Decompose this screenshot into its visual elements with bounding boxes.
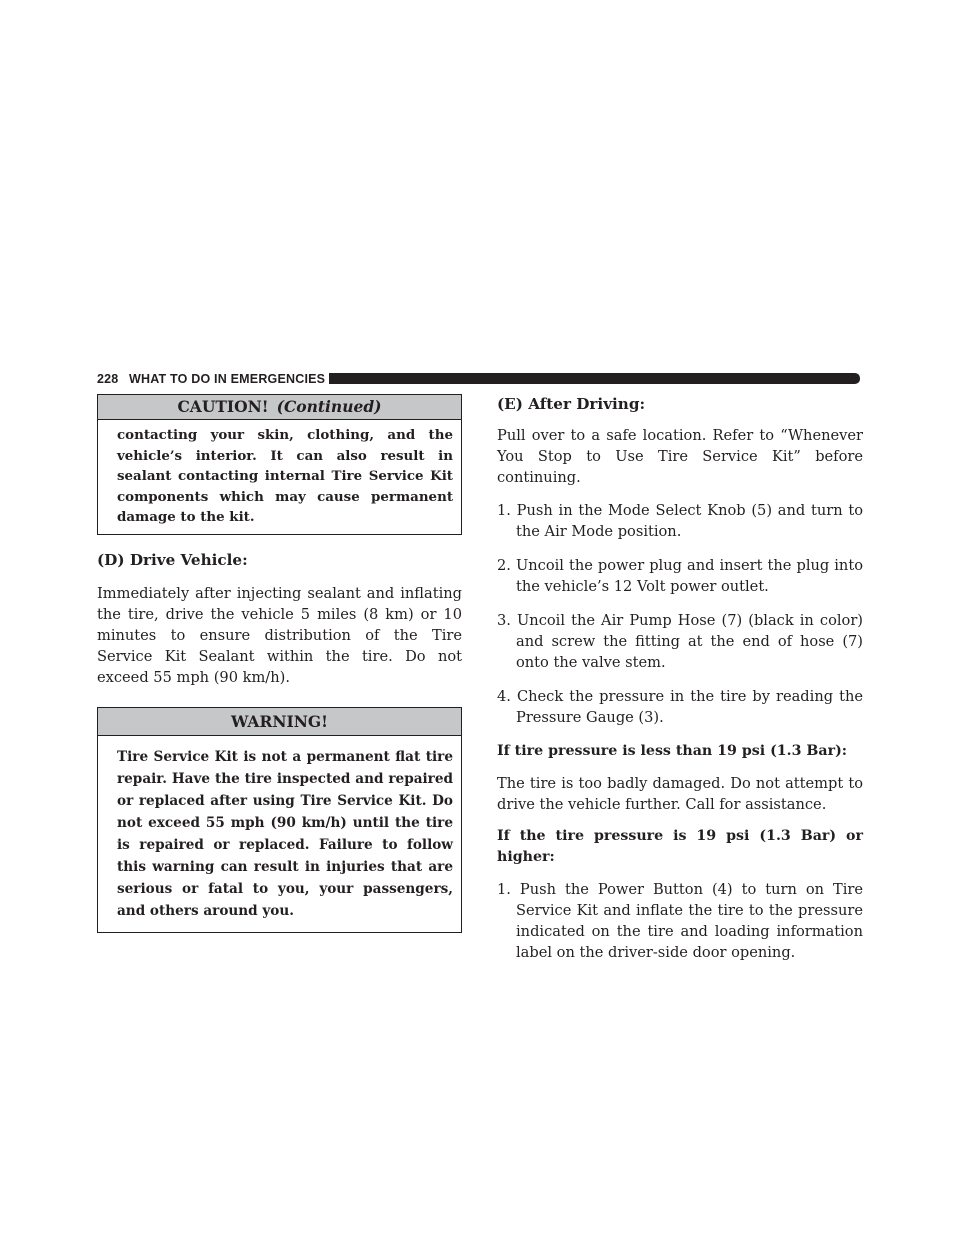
header-rule — [329, 373, 860, 384]
section-d-paragraph: Immediately after injecting sealant and inflating the tire, drive the vehicle 5 miles (8 km) or 10 minutes to ensure distribution of the Tire Service Kit Sealant within the tire. Do not exceed 55 mph (90 km/h). — [97, 584, 462, 686]
caution-header — [98, 395, 461, 420]
low-pressure-text: The tire is too badly damaged. Do not attempt to drive the vehicle further. Call for assistance. — [497, 775, 863, 813]
high-pressure-heading: If the tire pressure is 19 psi (1.3 Bar) or higher: — [497, 828, 863, 865]
section-title: WHAT TO DO IN EMERGENCIES — [129, 372, 326, 386]
right-column — [497, 394, 863, 976]
list-item: 3. Uncoil the Air Pump Hose (7) (black in color) and screw the fitting at the end of hose (7) onto the valve stem. — [497, 612, 863, 671]
after-driving-steps — [497, 500, 863, 728]
caution-text: contacting your skin, clothing, and the vehicle’s interior. It can also result in sealant contacting internal Tire Service Kit components which may cause permanent damage to the kit. — [117, 427, 453, 525]
warning-box — [97, 707, 462, 933]
section-d-heading: (D) Drive Vehicle: — [97, 550, 248, 569]
warning-header — [98, 708, 461, 736]
left-column — [97, 394, 462, 933]
warning-text: Tire Service Kit is not a permanent flat tire repair. Have the tire inspected and repaired or replaced after using Tire Service Kit. Do not exceed 55 mph (90 km/h) until the tire is repaired or replaced. Failure to follow this warning can result in injuries that are serious or fatal to you, your passengers, and others around you. — [117, 748, 453, 919]
page-header — [97, 372, 860, 386]
section-e-intro: Pull over to a safe location. Refer to “Whenever You Stop to Use Tire Service Kit” before continuing. — [497, 427, 863, 486]
list-item: 1. Push in the Mode Select Knob (5) and turn to the Air Mode position. — [497, 502, 863, 540]
list-item: 4. Check the pressure in the tire by reading the Pressure Gauge (3). — [497, 688, 863, 726]
list-item: 1. Push the Power Button (4) to turn on Tire Service Kit and inflate the tire to the pressure indicated on the tire and loading information label on the driver-side door opening. — [497, 881, 863, 961]
section-e-heading: (E) After Driving: — [497, 395, 646, 413]
high-pressure-steps — [497, 879, 863, 963]
caution-continued: (Continued) — [276, 397, 382, 416]
low-pressure-heading: If tire pressure is less than 19 psi (1.3 Bar): — [497, 743, 848, 759]
list-item: 2. Uncoil the power plug and insert the plug into the vehicle’s 12 Volt power outlet. — [497, 557, 863, 595]
caution-box — [97, 394, 462, 535]
caution-title: CAUTION! — [177, 397, 269, 416]
page-number: 228 — [97, 372, 119, 386]
warning-title: WARNING! — [231, 711, 328, 731]
